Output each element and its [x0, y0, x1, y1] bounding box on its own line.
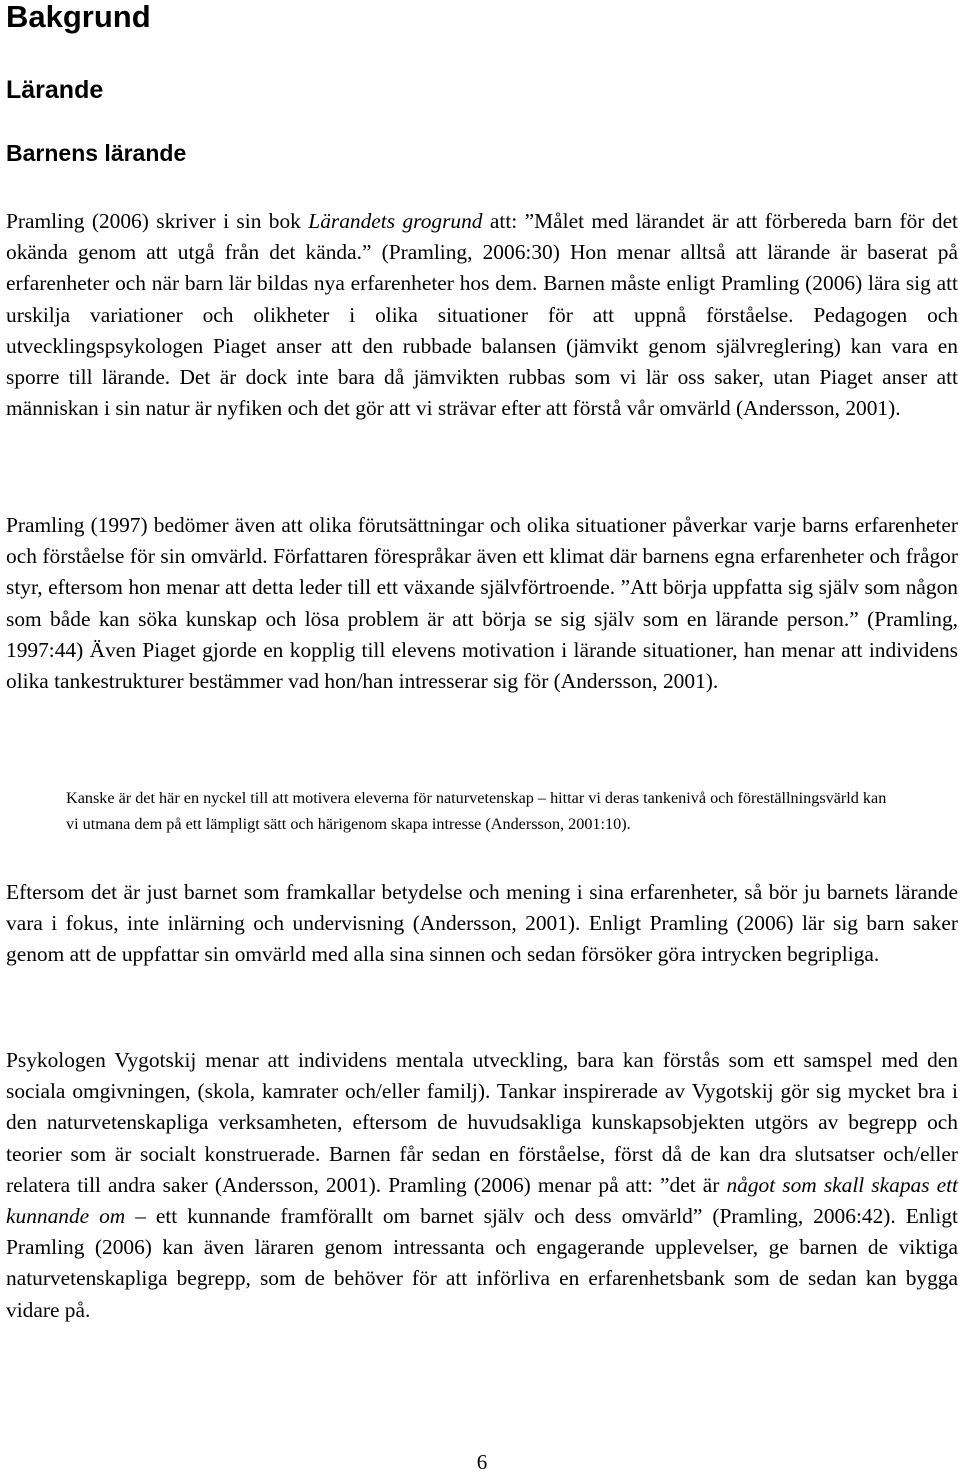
section-heading: Bakgrund: [6, 0, 151, 34]
block-quote: Kanske är det här en nyckel till att motivera eleverna för naturvetenskap – hittar vi deras tankenivå och föreställningsvärld kan vi utmana dem på ett lämpligt sätt och härigenom skapa intresse (Andersson, 2001:10).: [66, 789, 887, 833]
paragraph-4-italic: något som skall skapas ett kunnande om: [6, 1172, 958, 1229]
subsubsection-heading: Barnens lärande: [6, 140, 187, 166]
paragraph-4-text-b: – ett kunnande framförallt om barnet själv och dess omvärld” (Pramling, 2006:42). Enligt Pramling (2006) kan även läraren genom intressanta och engagerande upplevelser, ge barnen de viktiga naturvetenskapliga begrepp, som de behöver för att införliva en erfarenhetsbank som de sedan kan bygga vidare på.: [6, 1204, 958, 1322]
paragraph-1-text-a: Pramling (2006) skriver i sin bok: [6, 209, 309, 233]
paragraph-3: Eftersom det är just barnet som framkallar betydelse och mening i sina erfarenheter, så bör ju barnets lärande vara i fokus, inte inlärning och undervisning (Andersson, 2001). Enligt Pramling (2006) lär sig barn saker genom att de uppfattar sin omvärld med alla sina sinnen och sedan försöker göra intrycken begripliga.: [6, 880, 958, 967]
paragraph-4: [6, 1045, 958, 1326]
page-number: 6: [476, 1450, 488, 1474]
paragraph-4-text-a: Psykologen Vygotskij menar att individens mentala utveckling, bara kan förstås som ett samspel med den sociala omgivningen, (skola, kamrater och/eller familj). Tankar inspirerade av Vygotskij gör sig mycket bra i den naturvetenskapliga verksamheten, eftersom de huvudsakliga kunskapsobjekten utgörs av begrepp och teorier som är socialt konstruerade. Barnen får sedan en förståelse, först då de kan dra slutsatser och/eller relatera till andra saker (Andersson, 2001). Pramling (2006) menar på att: ”det är: [6, 1048, 958, 1197]
book-title: Lärandets grogrund: [308, 209, 483, 233]
paragraph-1: [6, 206, 958, 424]
paragraph-2: Pramling (1997) bedömer även att olika förutsättningar och olika situationer påverkar varje barns erfarenheter och förståelse för sin omvärld. Författaren förespråkar även ett klimat där barnens egna erfarenheter och frågor styr, eftersom hon menar att detta leder till ett växande självförtroende. ”Att börja uppfatta sig själv som någon som både kan söka kunskap och lösa problem är att börja se sig själv som en lärande person.” (Pramling, 1997:44) Även Piaget gjorde en kopplig till elevens motivation i lärande situationer, han menar att individens olika tankestrukturer bestämmer vad hon/han intresserar sig för (Andersson, 2001).: [6, 513, 958, 694]
paragraph-1-text-b: att: ”Målet med lärandet är att förbereda barn för det okända genom att utgå från det kända.” (Pramling, 2006:30) Hon menar alltså att lärande är baserat på erfarenheter och när barn lär bildas nya erfarenheter hos dem. Barnen måste enligt Pramling (2006) lära sig att urskilja variationer och olikheter i olika situationer för att uppnå förståelse. Pedagogen och utvecklingspsykologen Piaget anser att den rubbade balansen (jämvikt genom självreglering) kan vara en sporre till lärande. Det är dock inte bara då jämvikten rubbas som vi lär oss saker, utan Piaget anser att människan i sin natur är nyfiken och det gör att vi strävar efter att förstå vår omvärld (Andersson, 2001).: [6, 209, 959, 421]
subsection-heading: Lärande: [6, 76, 104, 104]
